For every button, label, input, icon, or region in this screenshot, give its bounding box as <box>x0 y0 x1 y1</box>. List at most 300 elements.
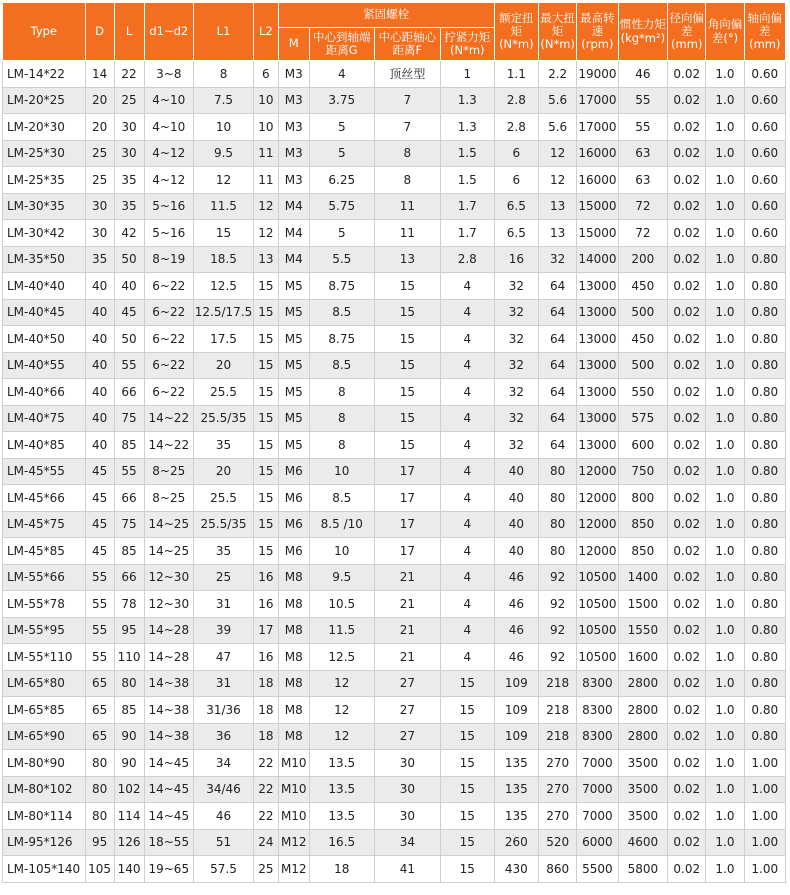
cell-l: 114 <box>114 803 144 830</box>
cell-axial-deviation: 0.80 <box>744 299 785 326</box>
cell-distance-f: 7 <box>374 87 440 114</box>
cell-tightening-torque: 4 <box>440 538 494 565</box>
cell-d1-d2: 6~22 <box>144 299 194 326</box>
cell-angular-deviation: 1.0 <box>706 246 744 273</box>
cell-d: 20 <box>85 87 114 114</box>
cell-l: 126 <box>114 829 144 856</box>
cell-rated-torque: 46 <box>494 564 538 591</box>
coupling-spec-table <box>2 2 786 883</box>
cell-l2: 15 <box>253 379 278 406</box>
cell-m: M5 <box>278 326 309 353</box>
cell-rated-torque: 2.8 <box>494 87 538 114</box>
cell-rated-torque: 135 <box>494 750 538 777</box>
cell-m: M3 <box>278 87 309 114</box>
cell-inertia: 4600 <box>618 829 668 856</box>
cell-l: 66 <box>114 564 144 591</box>
cell-radial-deviation: 0.02 <box>668 299 706 326</box>
cell-type: LM-30*42 <box>3 220 86 247</box>
cell-distance-g: 8 <box>309 405 374 432</box>
cell-radial-deviation: 0.02 <box>668 405 706 432</box>
cell-distance-g: 10 <box>309 538 374 565</box>
cell-d1-d2: 4~10 <box>144 87 194 114</box>
cell-d1-d2: 19~65 <box>144 856 194 883</box>
table-row <box>3 750 786 777</box>
cell-distance-g: 10.5 <box>309 591 374 618</box>
cell-max-torque: 92 <box>539 644 577 671</box>
cell-max-speed: 10500 <box>577 644 618 671</box>
cell-m: M8 <box>278 644 309 671</box>
cell-type: LM-40*85 <box>3 432 86 459</box>
cell-angular-deviation: 1.0 <box>706 140 744 167</box>
cell-d: 45 <box>85 485 114 512</box>
cell-type: LM-30*35 <box>3 193 86 220</box>
cell-d: 40 <box>85 379 114 406</box>
cell-type: LM-25*30 <box>3 140 86 167</box>
cell-max-speed: 13000 <box>577 405 618 432</box>
cell-l: 45 <box>114 299 144 326</box>
cell-rated-torque: 135 <box>494 803 538 830</box>
cell-max-speed: 15000 <box>577 193 618 220</box>
cell-l2: 10 <box>253 87 278 114</box>
table-row <box>3 114 786 141</box>
cell-d: 25 <box>85 167 114 194</box>
cell-angular-deviation: 1.0 <box>706 538 744 565</box>
header-l: L <box>114 3 144 61</box>
cell-max-torque: 64 <box>539 273 577 300</box>
cell-l1: 9.5 <box>194 140 254 167</box>
table-row <box>3 246 786 273</box>
cell-angular-deviation: 1.0 <box>706 644 744 671</box>
cell-l: 25 <box>114 87 144 114</box>
cell-m: M5 <box>278 379 309 406</box>
cell-radial-deviation: 0.02 <box>668 114 706 141</box>
cell-l2: 15 <box>253 326 278 353</box>
cell-inertia: 1500 <box>618 591 668 618</box>
cell-type: LM-55*110 <box>3 644 86 671</box>
cell-m: M6 <box>278 458 309 485</box>
cell-distance-f: 8 <box>374 140 440 167</box>
cell-l2: 11 <box>253 140 278 167</box>
cell-tightening-torque: 15 <box>440 803 494 830</box>
table-row <box>3 352 786 379</box>
cell-distance-g: 8.75 <box>309 273 374 300</box>
table-row <box>3 829 786 856</box>
cell-max-speed: 8300 <box>577 697 618 724</box>
cell-l2: 18 <box>253 670 278 697</box>
cell-rated-torque: 6 <box>494 167 538 194</box>
cell-l1: 47 <box>194 644 254 671</box>
cell-rated-torque: 40 <box>494 511 538 538</box>
cell-max-torque: 13 <box>539 193 577 220</box>
cell-axial-deviation: 0.80 <box>744 511 785 538</box>
cell-l1: 34 <box>194 750 254 777</box>
cell-radial-deviation: 0.02 <box>668 538 706 565</box>
cell-tightening-torque: 4 <box>440 564 494 591</box>
cell-l1: 15 <box>194 220 254 247</box>
table-row <box>3 511 786 538</box>
cell-inertia: 200 <box>618 246 668 273</box>
cell-angular-deviation: 1.0 <box>706 273 744 300</box>
cell-inertia: 500 <box>618 352 668 379</box>
cell-distance-g: 8.75 <box>309 326 374 353</box>
cell-tightening-torque: 4 <box>440 432 494 459</box>
cell-distance-f: 21 <box>374 564 440 591</box>
cell-distance-f: 15 <box>374 352 440 379</box>
cell-radial-deviation: 0.02 <box>668 379 706 406</box>
cell-angular-deviation: 1.0 <box>706 458 744 485</box>
cell-rated-torque: 40 <box>494 458 538 485</box>
cell-max-speed: 13000 <box>577 352 618 379</box>
cell-axial-deviation: 0.80 <box>744 670 785 697</box>
cell-distance-f: 15 <box>374 273 440 300</box>
table-row <box>3 273 786 300</box>
cell-inertia: 2800 <box>618 723 668 750</box>
cell-rated-torque: 135 <box>494 776 538 803</box>
cell-distance-f: 34 <box>374 829 440 856</box>
cell-rated-torque: 32 <box>494 405 538 432</box>
cell-max-speed: 8300 <box>577 723 618 750</box>
table-row <box>3 538 786 565</box>
cell-tightening-torque: 4 <box>440 352 494 379</box>
cell-max-torque: 5.6 <box>539 87 577 114</box>
cell-distance-g: 13.5 <box>309 803 374 830</box>
cell-max-torque: 270 <box>539 776 577 803</box>
cell-distance-g: 13.5 <box>309 776 374 803</box>
cell-angular-deviation: 1.0 <box>706 776 744 803</box>
cell-max-torque: 64 <box>539 326 577 353</box>
cell-tightening-torque: 4 <box>440 485 494 512</box>
header-screw-group: 紧固螺栓 <box>278 3 494 28</box>
cell-inertia: 1600 <box>618 644 668 671</box>
cell-tightening-torque: 4 <box>440 591 494 618</box>
header-d1-d2: d1~d2 <box>144 3 194 61</box>
cell-radial-deviation: 0.02 <box>668 511 706 538</box>
table-row <box>3 167 786 194</box>
cell-distance-f: 21 <box>374 591 440 618</box>
table-row <box>3 723 786 750</box>
cell-l1: 25.5/35 <box>194 405 254 432</box>
cell-d: 40 <box>85 299 114 326</box>
cell-l: 66 <box>114 485 144 512</box>
cell-d1-d2: 3~8 <box>144 61 194 88</box>
cell-type: LM-95*126 <box>3 829 86 856</box>
cell-angular-deviation: 1.0 <box>706 670 744 697</box>
cell-d1-d2: 14~28 <box>144 644 194 671</box>
table-row <box>3 776 786 803</box>
table-row <box>3 856 786 883</box>
cell-l2: 15 <box>253 405 278 432</box>
header-radial-deviation: 径向偏差(mm) <box>668 3 706 61</box>
cell-max-speed: 5500 <box>577 856 618 883</box>
cell-inertia: 600 <box>618 432 668 459</box>
cell-type: LM-40*50 <box>3 326 86 353</box>
cell-radial-deviation: 0.02 <box>668 193 706 220</box>
cell-d: 40 <box>85 273 114 300</box>
table-row <box>3 458 786 485</box>
cell-radial-deviation: 0.02 <box>668 87 706 114</box>
cell-axial-deviation: 0.60 <box>744 193 785 220</box>
cell-max-torque: 64 <box>539 405 577 432</box>
cell-l: 80 <box>114 670 144 697</box>
cell-type: LM-105*140 <box>3 856 86 883</box>
cell-axial-deviation: 0.60 <box>744 87 785 114</box>
cell-axial-deviation: 0.80 <box>744 591 785 618</box>
cell-m: M6 <box>278 538 309 565</box>
cell-angular-deviation: 1.0 <box>706 697 744 724</box>
cell-l2: 15 <box>253 511 278 538</box>
cell-d: 55 <box>85 617 114 644</box>
table-row <box>3 326 786 353</box>
cell-tightening-torque: 1.3 <box>440 114 494 141</box>
cell-radial-deviation: 0.02 <box>668 352 706 379</box>
cell-inertia: 450 <box>618 326 668 353</box>
cell-l: 50 <box>114 326 144 353</box>
cell-max-speed: 13000 <box>577 326 618 353</box>
cell-axial-deviation: 0.60 <box>744 220 785 247</box>
cell-max-speed: 12000 <box>577 458 618 485</box>
cell-l: 66 <box>114 379 144 406</box>
cell-l1: 31 <box>194 591 254 618</box>
cell-distance-g: 12 <box>309 670 374 697</box>
table-row <box>3 564 786 591</box>
cell-type: LM-40*40 <box>3 273 86 300</box>
table-row <box>3 670 786 697</box>
cell-l1: 12 <box>194 167 254 194</box>
cell-angular-deviation: 1.0 <box>706 326 744 353</box>
cell-l2: 18 <box>253 697 278 724</box>
cell-d: 80 <box>85 803 114 830</box>
cell-axial-deviation: 0.80 <box>744 379 785 406</box>
header-axial-deviation: 轴向偏差(mm) <box>744 3 785 61</box>
cell-rated-torque: 109 <box>494 697 538 724</box>
cell-tightening-torque: 1 <box>440 61 494 88</box>
cell-l1: 39 <box>194 617 254 644</box>
cell-tightening-torque: 15 <box>440 829 494 856</box>
cell-distance-g: 9.5 <box>309 564 374 591</box>
cell-l: 110 <box>114 644 144 671</box>
cell-type: LM-20*25 <box>3 87 86 114</box>
cell-max-speed: 7000 <box>577 750 618 777</box>
cell-rated-torque: 46 <box>494 591 538 618</box>
cell-radial-deviation: 0.02 <box>668 326 706 353</box>
cell-inertia: 750 <box>618 458 668 485</box>
cell-axial-deviation: 1.00 <box>744 829 785 856</box>
cell-distance-f: 21 <box>374 617 440 644</box>
cell-max-speed: 10500 <box>577 617 618 644</box>
cell-inertia: 575 <box>618 405 668 432</box>
cell-radial-deviation: 0.02 <box>668 564 706 591</box>
cell-type: LM-80*90 <box>3 750 86 777</box>
cell-d: 80 <box>85 776 114 803</box>
cell-radial-deviation: 0.02 <box>668 644 706 671</box>
cell-angular-deviation: 1.0 <box>706 405 744 432</box>
cell-m: M3 <box>278 114 309 141</box>
cell-angular-deviation: 1.0 <box>706 167 744 194</box>
cell-distance-f: 15 <box>374 379 440 406</box>
cell-l2: 24 <box>253 829 278 856</box>
cell-d: 95 <box>85 829 114 856</box>
cell-max-speed: 17000 <box>577 87 618 114</box>
cell-angular-deviation: 1.0 <box>706 61 744 88</box>
header-max-speed: 最高转速(rpm) <box>577 3 618 61</box>
cell-distance-g: 13.5 <box>309 750 374 777</box>
cell-tightening-torque: 15 <box>440 750 494 777</box>
cell-m: M12 <box>278 856 309 883</box>
cell-max-speed: 13000 <box>577 432 618 459</box>
cell-inertia: 63 <box>618 140 668 167</box>
cell-distance-g: 5 <box>309 140 374 167</box>
cell-distance-g: 8 <box>309 432 374 459</box>
cell-radial-deviation: 0.02 <box>668 697 706 724</box>
cell-d: 45 <box>85 511 114 538</box>
header-distance-g: 中心到轴端距离G <box>309 28 374 61</box>
cell-axial-deviation: 0.80 <box>744 273 785 300</box>
cell-l2: 12 <box>253 220 278 247</box>
cell-l1: 25.5 <box>194 379 254 406</box>
cell-tightening-torque: 2.8 <box>440 246 494 273</box>
cell-l2: 22 <box>253 803 278 830</box>
cell-m: M5 <box>278 352 309 379</box>
cell-max-torque: 92 <box>539 564 577 591</box>
cell-max-speed: 8300 <box>577 670 618 697</box>
cell-rated-torque: 32 <box>494 432 538 459</box>
cell-l2: 16 <box>253 591 278 618</box>
cell-angular-deviation: 1.0 <box>706 352 744 379</box>
cell-radial-deviation: 0.02 <box>668 246 706 273</box>
cell-max-speed: 10500 <box>577 564 618 591</box>
cell-l1: 25.5/35 <box>194 511 254 538</box>
cell-l1: 57.5 <box>194 856 254 883</box>
cell-distance-g: 18 <box>309 856 374 883</box>
cell-inertia: 1400 <box>618 564 668 591</box>
cell-l: 30 <box>114 140 144 167</box>
cell-type: LM-65*80 <box>3 670 86 697</box>
cell-max-speed: 7000 <box>577 776 618 803</box>
cell-distance-g: 8.5 <box>309 485 374 512</box>
cell-axial-deviation: 0.80 <box>744 326 785 353</box>
cell-d1-d2: 12~30 <box>144 564 194 591</box>
cell-m: M8 <box>278 697 309 724</box>
cell-max-torque: 64 <box>539 432 577 459</box>
cell-m: M8 <box>278 723 309 750</box>
cell-l: 35 <box>114 167 144 194</box>
cell-axial-deviation: 1.00 <box>744 750 785 777</box>
cell-radial-deviation: 0.02 <box>668 776 706 803</box>
cell-m: M3 <box>278 140 309 167</box>
cell-distance-f: 15 <box>374 326 440 353</box>
cell-type: LM-80*114 <box>3 803 86 830</box>
cell-d1-d2: 4~10 <box>144 114 194 141</box>
cell-distance-g: 4 <box>309 61 374 88</box>
cell-d: 14 <box>85 61 114 88</box>
cell-distance-g: 10 <box>309 458 374 485</box>
cell-d1-d2: 14~25 <box>144 511 194 538</box>
cell-type: LM-55*95 <box>3 617 86 644</box>
cell-d: 25 <box>85 140 114 167</box>
cell-m: M12 <box>278 829 309 856</box>
cell-rated-torque: 109 <box>494 670 538 697</box>
cell-distance-f: 27 <box>374 723 440 750</box>
cell-max-speed: 12000 <box>577 511 618 538</box>
cell-l1: 36 <box>194 723 254 750</box>
cell-l2: 6 <box>253 61 278 88</box>
cell-distance-g: 12 <box>309 723 374 750</box>
cell-rated-torque: 16 <box>494 246 538 273</box>
cell-d: 105 <box>85 856 114 883</box>
cell-radial-deviation: 0.02 <box>668 591 706 618</box>
header-angular-deviation: 角向偏差(°) <box>706 3 744 61</box>
cell-radial-deviation: 0.02 <box>668 140 706 167</box>
cell-type: LM-45*85 <box>3 538 86 565</box>
header-d: D <box>85 3 114 61</box>
cell-l: 75 <box>114 511 144 538</box>
cell-distance-f: 13 <box>374 246 440 273</box>
cell-type: LM-65*85 <box>3 697 86 724</box>
cell-l1: 7.5 <box>194 87 254 114</box>
cell-rated-torque: 32 <box>494 379 538 406</box>
cell-rated-torque: 32 <box>494 326 538 353</box>
cell-distance-g: 8.5 <box>309 299 374 326</box>
header-type: Type <box>3 3 86 61</box>
cell-type: LM-55*66 <box>3 564 86 591</box>
cell-d1-d2: 4~12 <box>144 140 194 167</box>
cell-tightening-torque: 4 <box>440 617 494 644</box>
cell-inertia: 3500 <box>618 750 668 777</box>
header-l1: L1 <box>194 3 254 61</box>
cell-d1-d2: 4~12 <box>144 167 194 194</box>
cell-max-torque: 80 <box>539 511 577 538</box>
cell-m: M10 <box>278 803 309 830</box>
cell-d: 55 <box>85 591 114 618</box>
cell-max-speed: 6000 <box>577 829 618 856</box>
cell-distance-f: 30 <box>374 776 440 803</box>
cell-l: 55 <box>114 458 144 485</box>
cell-axial-deviation: 0.60 <box>744 61 785 88</box>
cell-max-speed: 10500 <box>577 591 618 618</box>
header-tightening-torque: 拧紧力矩(N*m) <box>440 28 494 61</box>
cell-l2: 11 <box>253 167 278 194</box>
cell-l2: 15 <box>253 432 278 459</box>
cell-l: 42 <box>114 220 144 247</box>
cell-rated-torque: 260 <box>494 829 538 856</box>
table-row <box>3 193 786 220</box>
cell-tightening-torque: 4 <box>440 326 494 353</box>
cell-m: M6 <box>278 511 309 538</box>
cell-type: LM-14*22 <box>3 61 86 88</box>
cell-tightening-torque: 15 <box>440 723 494 750</box>
cell-l: 90 <box>114 723 144 750</box>
table-row <box>3 140 786 167</box>
cell-axial-deviation: 0.80 <box>744 617 785 644</box>
cell-max-torque: 80 <box>539 485 577 512</box>
cell-rated-torque: 2.8 <box>494 114 538 141</box>
cell-rated-torque: 1.1 <box>494 61 538 88</box>
cell-l2: 15 <box>253 273 278 300</box>
cell-m: M3 <box>278 167 309 194</box>
cell-radial-deviation: 0.02 <box>668 856 706 883</box>
cell-l: 75 <box>114 405 144 432</box>
cell-l: 95 <box>114 617 144 644</box>
cell-distance-f: 11 <box>374 193 440 220</box>
cell-axial-deviation: 0.80 <box>744 644 785 671</box>
cell-l1: 10 <box>194 114 254 141</box>
cell-d: 65 <box>85 670 114 697</box>
cell-m: M10 <box>278 776 309 803</box>
cell-l2: 17 <box>253 617 278 644</box>
cell-distance-f: 7 <box>374 114 440 141</box>
cell-type: LM-40*55 <box>3 352 86 379</box>
cell-l2: 15 <box>253 538 278 565</box>
